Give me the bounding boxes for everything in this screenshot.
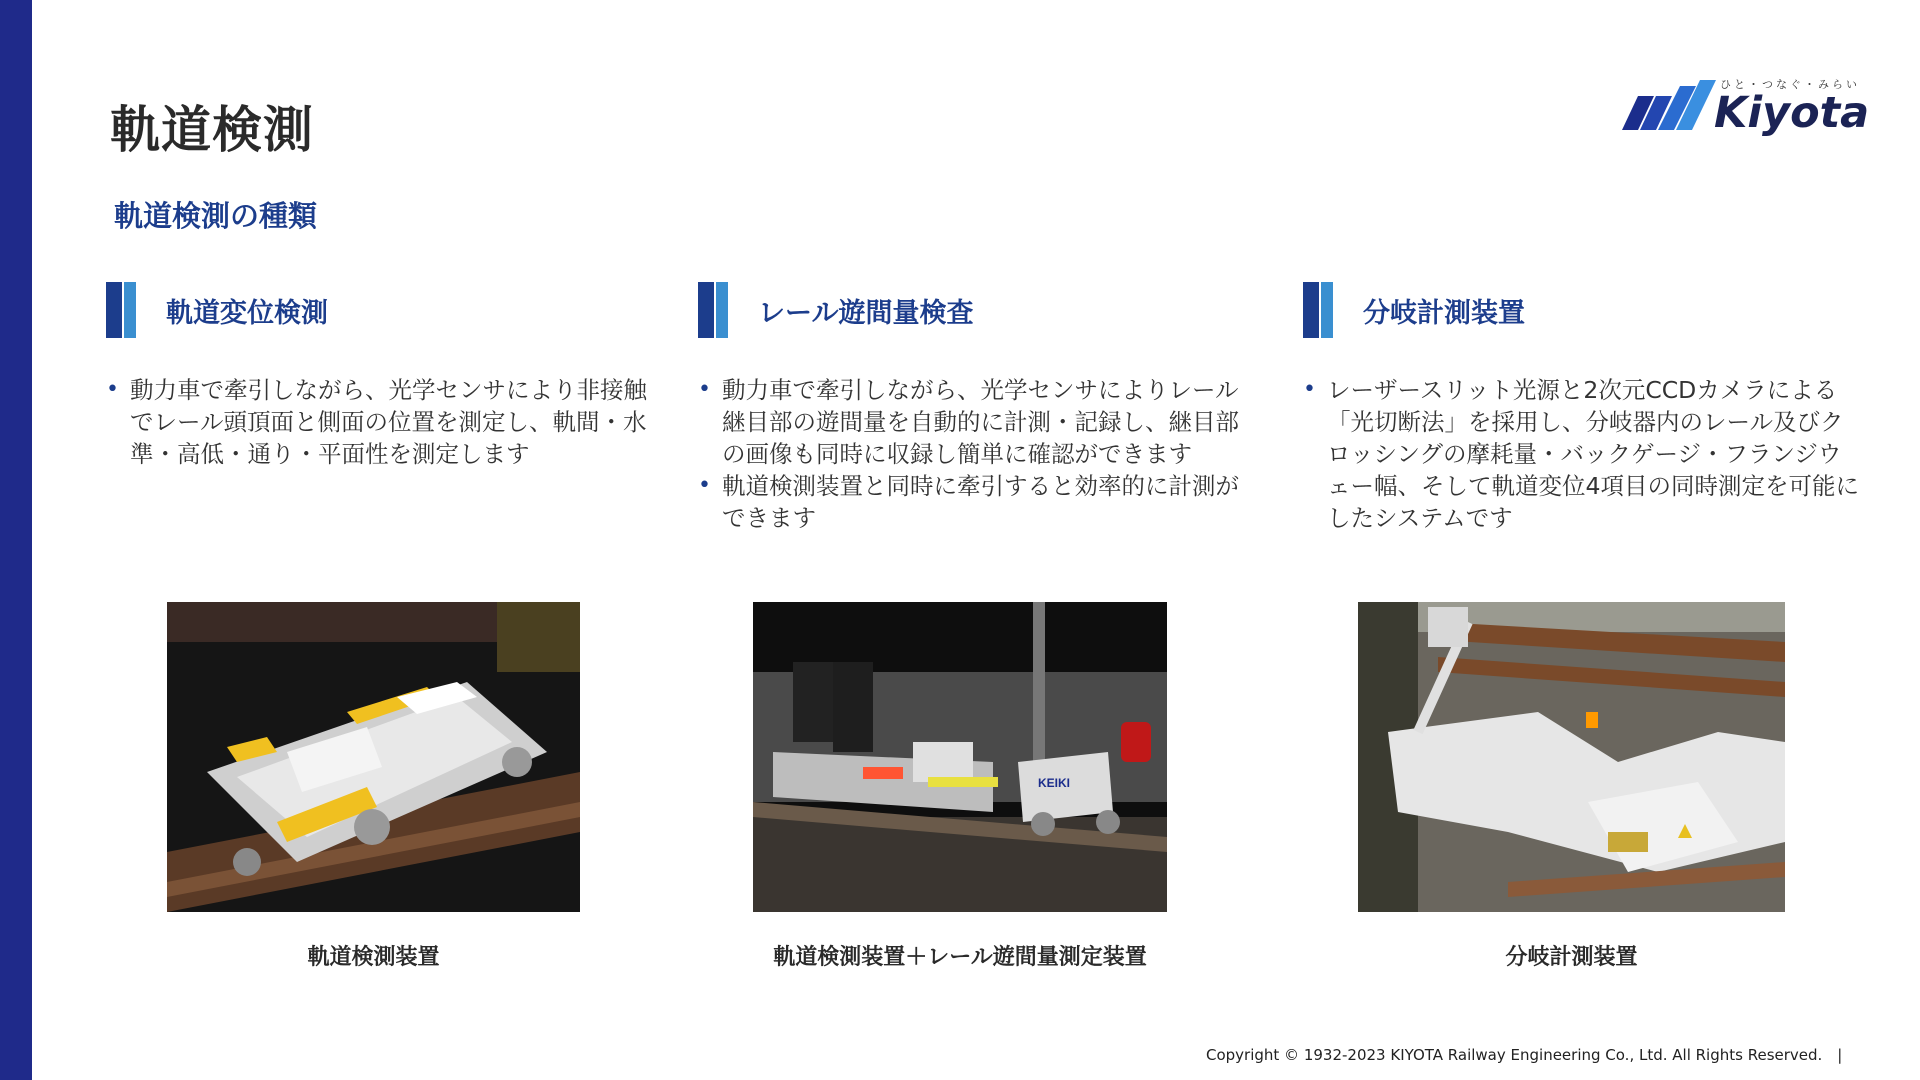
- section-subtitle: 軌道検測の種類: [114, 199, 318, 233]
- bullet-item: • レーザースリット光源と2次元CCDカメラによる「光切断法」を採用し、分岐器内のレール及びクロッシングの摩耗量・バックゲージ・フランジウェー幅、そして軌道変位4項目の同時測定を可能にしたシステムです: [1303, 374, 1863, 534]
- photo-caption: 軌道検測装置＋レール遊間量測定装置: [773, 945, 1147, 970]
- copyright-footer: Copyright © 1932-2023 KIYOTA Railway Engineering Co., Ltd. All Rights Reserved. |: [1206, 1046, 1843, 1064]
- heading-bar-light: [716, 282, 728, 338]
- column-heading-text: レール遊間量検査: [758, 298, 974, 329]
- column-rail-gap: [698, 282, 1258, 534]
- column-track-displacement: [106, 282, 666, 470]
- column-heading-text: 軌道変位検測: [166, 298, 328, 329]
- logo-tagline: ひと・つなぐ・みらい: [1720, 78, 1860, 91]
- page-title: 軌道検測: [110, 101, 314, 159]
- heading-bar-dark: [1303, 282, 1319, 338]
- column-turnout-measurement: [1303, 282, 1863, 534]
- logo-mark-icon: [1620, 74, 1720, 134]
- photo-illustration: [167, 602, 580, 912]
- heading-bar-dark: [698, 282, 714, 338]
- bullet-list: [1303, 374, 1863, 534]
- heading-bar-dark: [106, 282, 122, 338]
- heading-bar-light: [124, 282, 136, 338]
- photo-turnout-device: [1358, 602, 1785, 912]
- photo-caption: 軌道検測装置: [307, 945, 440, 970]
- column-heading-text: 分岐計測装置: [1363, 298, 1525, 329]
- column-heading: [698, 282, 1258, 340]
- kiyota-logo[interactable]: [1620, 74, 1870, 144]
- photo-track-inspection-device: [167, 602, 580, 912]
- bullet-item: • 動力車で牽引しながら、光学センサにより非接触でレール頭頂面と側面の位置を測定し、軌間・水準・高低・通り・平面性を測定します: [106, 374, 666, 470]
- photo-rail-gap-device: [753, 602, 1167, 912]
- column-heading: [1303, 282, 1863, 340]
- photo-device-label: KEIKI: [1038, 776, 1071, 790]
- column-heading: [106, 282, 666, 340]
- photo-illustration: [753, 602, 1167, 912]
- bullet-list: [698, 374, 1258, 534]
- heading-bar-light: [1321, 282, 1333, 338]
- bullet-item: • 動力車で牽引しながら、光学センサによりレール継目部の遊間量を自動的に計測・記録し、継目部の画像も同時に収録し簡単に確認ができます: [698, 374, 1258, 470]
- left-accent-bar: [0, 0, 32, 1080]
- bullet-list: [106, 374, 666, 470]
- photo-illustration: [1358, 602, 1785, 912]
- photo-caption: 分岐計測装置: [1505, 945, 1638, 970]
- logo-wordmark: Kiyota: [1714, 88, 1870, 138]
- bullet-item: • 軌道検測装置と同時に牽引すると効率的に計測ができます: [698, 470, 1258, 534]
